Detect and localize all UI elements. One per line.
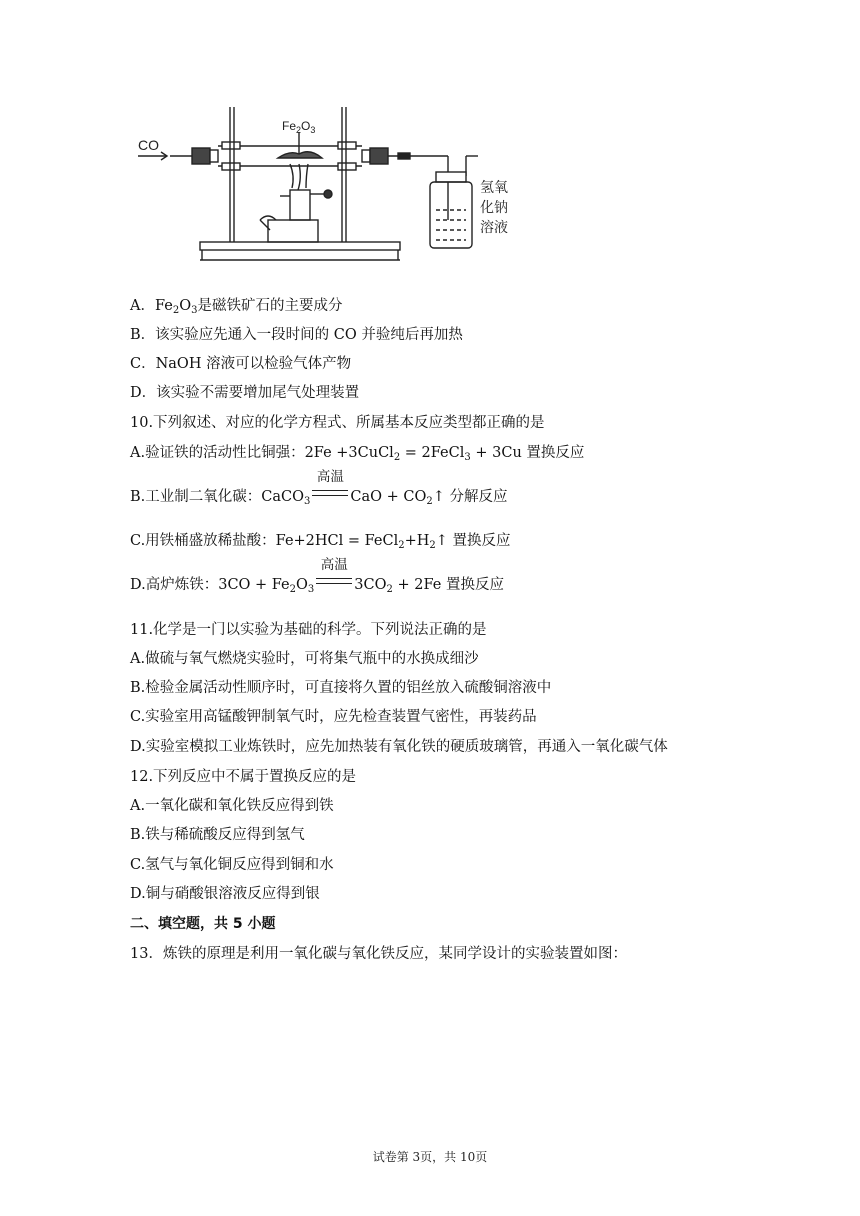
q9-option-d: D．该实验不需要增加尾气处理装置 — [130, 385, 360, 401]
wash-bottle — [430, 182, 472, 248]
q12-option-a: A.一氧化碳和氧化铁反应得到铁 — [130, 798, 334, 814]
q9-option-a: A．$Fe_2O_3$是磁铁矿石的主要成分 — [130, 298, 343, 316]
q9-option-c: C．NaOH 溶液可以检验气体产物 — [130, 356, 352, 372]
naoh-label-1: 氢氧 — [480, 180, 508, 196]
q11-option-a: A.做硫与氧气燃烧实验时，可将集气瓶中的水换成细沙 — [130, 651, 479, 667]
q10-option-c: C.用铁桶盛放稀盐酸：$Fe+2HCl = FeCl_2+H_2↑$ 置换反应 — [130, 533, 511, 551]
left-stopper — [192, 148, 210, 164]
naoh-label-2: 化钠 — [480, 200, 508, 216]
q9-option-b: B．该实验应先通入一段时间的 CO 并验纯后再加热 — [130, 327, 463, 343]
q13-stem: 13．炼铁的原理是利用一氧化碳与氧化铁反应，某同学设计的实验装置如图： — [130, 946, 627, 962]
page-footer: 试卷第 3页，共 10页 — [372, 1150, 488, 1164]
q10-option-b: B.工业制二氧化碳：CaCO$_3$ 高温 CaO + $CO_2↑$ 分解反应 — [130, 469, 508, 507]
stand-base — [200, 242, 400, 250]
q11-option-d: D.实验室模拟工业炼铁时，应先加热装有氧化铁的硬质玻璃管，再通入一氧化碳气体 — [130, 739, 668, 755]
section-heading: 二、填空题，共 5 小题 — [130, 916, 276, 932]
fe2o3-label: $Fe_2O_3$ — [282, 119, 316, 135]
right-stopper — [370, 148, 388, 164]
apparatus-figure — [130, 102, 530, 262]
q10-stem: 10.下列叙述、对应的化学方程式、所属基本反应类型都正确的是 — [130, 415, 545, 431]
alcohol-lamp — [268, 220, 318, 242]
q12-option-b: B.铁与稀硫酸反应得到氢气 — [130, 827, 305, 843]
q11-option-b: B.检验金属活动性顺序时，可直接将久置的铝丝放入硫酸铜溶液中 — [130, 680, 552, 696]
naoh-label-3: 溶液 — [480, 220, 508, 236]
reaction-condition: 高温 — [310, 487, 350, 507]
q11-option-c: C.实验室用高锰酸钾制氧气时，应先检查装置气密性，再装药品 — [130, 709, 537, 725]
q10-option-d: D.高炉炼铁：$3CO + Fe_2O_3$ 高温 $3CO_2 + 2Fe$ 置换反应 — [130, 557, 504, 595]
fe2o3-powder — [278, 152, 322, 158]
q12-stem: 12.下列反应中不属于置换反应的是 — [130, 769, 357, 785]
flame-icon — [290, 164, 308, 190]
q12-option-d: D.铜与硝酸银溶液反应得到银 — [130, 886, 320, 902]
co-label: CO — [138, 137, 159, 153]
q12-option-c: C.氢气与氧化铜反应得到铜和水 — [130, 857, 334, 873]
q11-stem: 11.化学是一门以实验为基础的科学。下列说法正确的是 — [130, 622, 487, 638]
q10-option-a: A.验证铁的活动性比铜强：2Fe +3CuCl$_2$ = 2FeCl$_3$ + 3Cu 置换反应 — [130, 445, 585, 463]
reaction-condition: 高温 — [314, 575, 354, 595]
